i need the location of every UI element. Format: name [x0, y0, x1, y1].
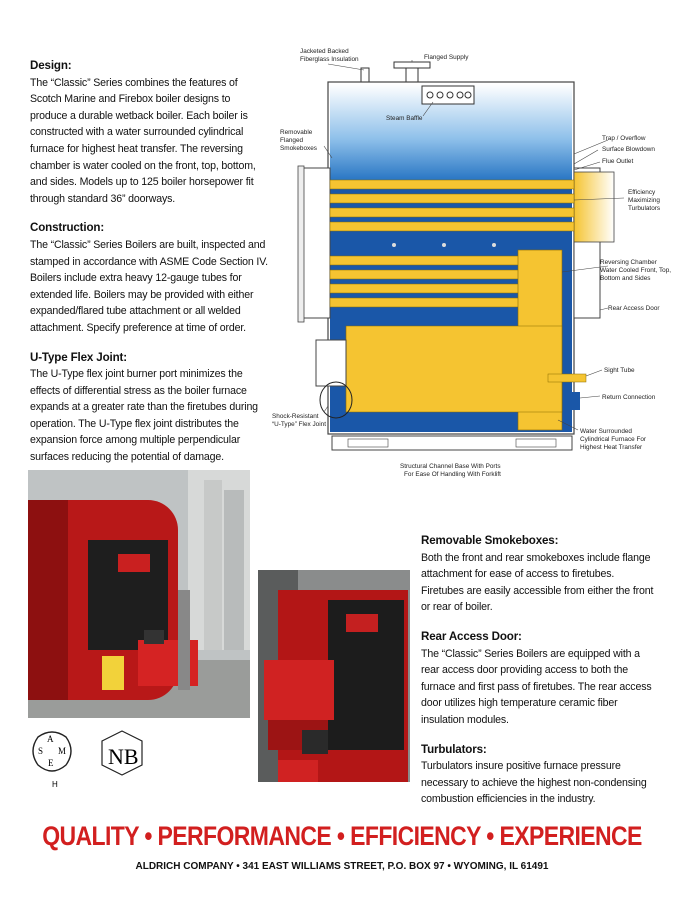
label-surface-blowdown: Surface Blowdown — [602, 146, 655, 153]
label-rev-3: Bottom and Sides — [600, 275, 651, 282]
label-eff-2: Maximizing — [628, 197, 660, 204]
steam-baffle-hole — [437, 92, 443, 98]
burner-port — [316, 340, 346, 386]
steam-baffle-hole — [465, 92, 471, 98]
label-jacketed-2: Fiberglass Insulation — [300, 56, 359, 63]
label-water-3: Highest Heat Transfer — [580, 444, 643, 451]
return-connection — [572, 392, 580, 410]
label-flanged-supply: Flanged Supply — [424, 54, 469, 61]
steam-baffle-hole — [447, 92, 453, 98]
boiler-photo-closeup — [258, 570, 410, 782]
boiler-photo-installed — [28, 470, 250, 718]
front-smokebox-flange — [298, 166, 304, 322]
flex-joint-heading: U-Type Flex Joint: — [30, 350, 127, 364]
asme-stamp-logo — [33, 732, 71, 789]
flue-outlet — [574, 172, 614, 242]
flex-joint-body: The U-Type flex joint burner port minimizes the effects of differential stress as the boiler furnace expands at a greater rate than the firetubes during operation. The U-Type flex joint distributes the expansion force among multiple perpendicular surfaces reducing the potential of damage. — [30, 368, 258, 464]
flanged-supply-flange — [394, 62, 430, 68]
forklift-port — [348, 439, 388, 447]
construction-heading: Construction: — [30, 221, 105, 235]
footer-address: ALDRICH COMPANY • 341 EAST WILLIAMS STREET, P.O. BOX 97 • WYOMING, IL 61491 — [135, 861, 549, 872]
design-heading: Design: — [30, 59, 72, 72]
nb-letters: NB — [108, 744, 139, 769]
label-sight-tube: Sight Tube — [604, 367, 635, 374]
asme-h-stamp: H — [52, 780, 58, 789]
national-board-logo — [102, 731, 142, 775]
label-steam-baffle: Steam Baffle — [386, 115, 423, 122]
turbulators-section — [421, 742, 657, 808]
label-shock-2: “U-Type” Flex Joint — [272, 421, 326, 428]
cylindrical-furnace — [346, 326, 562, 412]
rear-access-heading: Rear Access Door: — [421, 629, 522, 643]
asme-letter-a: A — [47, 734, 54, 744]
sight-tube — [548, 374, 586, 382]
label-base-2: For Ease Of Handling With Forklift — [404, 471, 501, 478]
forklift-port — [516, 439, 556, 447]
turbulators-body: Turbulators insure positive furnace pressure necessary to achieve the highest non-condensing combustion efficiencies in the industry. — [421, 760, 647, 806]
asme-letter-m: M — [58, 746, 67, 756]
boiler-photo-installed-image — [28, 470, 250, 718]
asme-letter-s: S — [38, 746, 44, 756]
right-text-column — [421, 533, 657, 821]
boiler-photo-closeup-image — [258, 570, 410, 782]
asme-letter-e: E — [48, 758, 54, 768]
construction-body: The “Classic” Series Boilers are built, inspected and stamped in accordance with ASME Code Section IV. Boilers include extra heavy 12-gauge tubes for extended life. Boilers may be provided with either expanded/flared tube attachment or all welded attachment. Specify preference at time of order. — [30, 238, 268, 334]
label-shock-1: Shock-Resistant — [272, 413, 319, 420]
label-flue-outlet: Flue Outlet — [602, 158, 634, 165]
steam-baffle-hole — [457, 92, 463, 98]
label-removable-3: Smokeboxes — [280, 145, 317, 152]
certification-logos — [30, 725, 165, 795]
design-body: The “Classic” Series combines the features of Scotch Marine and Firebox boiler designs to produce a durable wetback boiler. Each boiler is constructed with a water surrounded cylindrical furnace for highest heat transfer. The reversing chamber is water cooled on the front, top, bottom, and sides. Models up to 125 boiler horsepower fit through standard 36” doorways. — [30, 76, 256, 205]
label-jacketed-1: Jacketed Backed — [300, 48, 349, 55]
label-base-1: Structural Channel Base With Ports — [400, 463, 501, 470]
label-water-2: Cylindrical Furnace For — [580, 436, 647, 443]
jacket-top-nozzle — [361, 68, 369, 82]
steam-baffle-hole — [427, 92, 433, 98]
footer-tagline: QUALITY • PERFORMANCE • EFFICIENCY • EXPERIENCE — [42, 820, 642, 851]
label-rev-1: Reversing Chamber — [600, 259, 657, 266]
rear-access-section — [421, 629, 657, 729]
label-water-1: Water Surrounded — [580, 428, 632, 435]
label-removable-1: Removable — [280, 129, 313, 136]
construction-section — [30, 220, 270, 336]
smokeboxes-body: Both the front and rear smokeboxes include flange attachment for ease of access to firetubes. Firetubes are easily accessible from either the front or rear of boiler. — [421, 551, 654, 614]
label-eff-1: Efficiency — [628, 189, 656, 196]
label-trap-overflow: Trap / Overflow — [602, 135, 646, 142]
flanged-supply-pipe — [406, 66, 418, 84]
turbulators-heading: Turbulators: — [421, 742, 487, 756]
label-rear-access: Rear Access Door — [608, 305, 660, 312]
boiler-cross-section-diagram — [268, 40, 684, 485]
label-rev-2: Water Cooled Front, Top, — [600, 267, 672, 274]
label-eff-3: Turbulators — [628, 205, 661, 212]
smokeboxes-heading: Removable Smokeboxes: — [421, 534, 559, 547]
rear-access-body: The “Classic” Series Boilers are equipped with a rear access door providing access to both the furnace and first pass of firetubes. The rear access door utilizes high temperature ceramic fiber insulation modules. — [421, 647, 652, 726]
label-return-connection: Return Connection — [602, 394, 656, 401]
front-smokebox — [302, 168, 330, 318]
label-removable-2: Flanged — [280, 137, 304, 144]
smokeboxes-section — [421, 533, 657, 616]
left-text-column — [30, 58, 270, 479]
design-section — [30, 58, 270, 207]
flex-joint-section — [30, 350, 270, 466]
